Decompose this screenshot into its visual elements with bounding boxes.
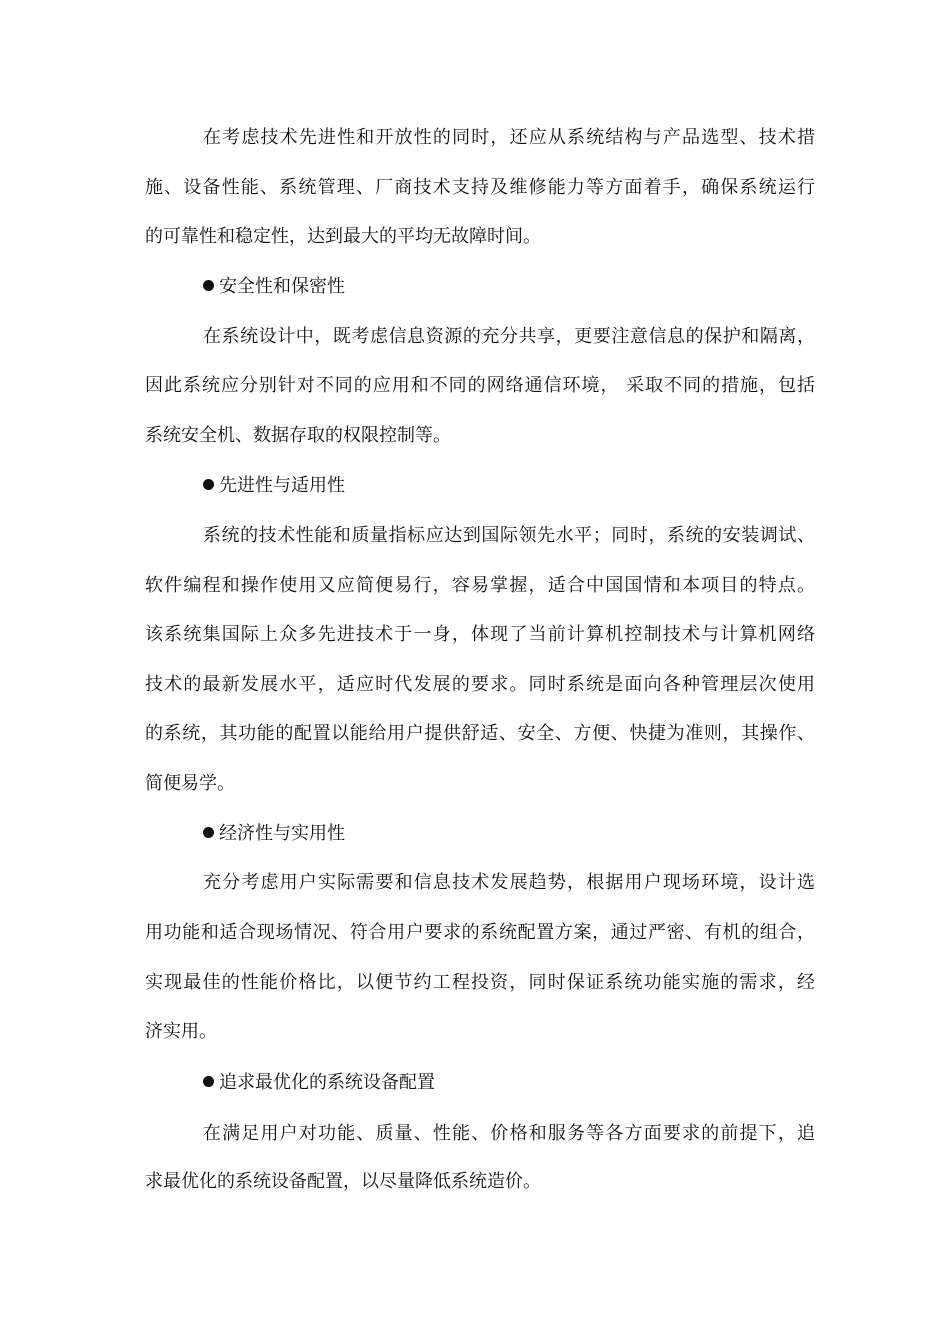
section-heading-advanced [203,474,345,498]
section-heading-optimization [203,1071,435,1095]
optimization-line-2: 求最优化的系统设备配置，以尽量降低系统造价。 [145,1171,541,1192]
economy-line-1: 充分考虑用户实际需要和信息技术发展趋势，根据用户现场环境，设计选 [203,872,815,893]
advanced-line-4: 技术的最新发展水平，适应时代发展的要求。同时系统是面向各种管理层次使用 [145,674,815,695]
section-heading-text: 安全性和保密性 [219,276,345,297]
advanced-line-2: 软件编程和操作使用又应简便易行，容易掌握，适合中国国情和本项目的特点。 [145,575,815,596]
section-heading-text: 先进性与适用性 [219,475,345,496]
section-heading-economy [203,822,345,846]
optimization-line-1: 在满足用户对功能、质量、性能、价格和服务等各方面要求的前提下，追 [203,1123,815,1144]
security-line-2: 因此系统应分别针对不同的应用和不同的网络通信环境， 采取不同的措施，包括 [145,375,815,396]
section-heading-text: 追求最优化的系统设备配置 [219,1072,435,1093]
section-heading-security [203,275,345,299]
intro-line-3: 的可靠性和稳定性，达到最大的平均无故障时间。 [145,226,541,247]
advanced-line-6: 简便易学。 [145,773,235,794]
security-line-1: 在系统设计中，既考虑信息资源的充分共享，更要注意信息的保护和隔离， [203,326,815,347]
advanced-line-5: 的系统，其功能的配置以能给用户提供舒适、安全、方便、快捷为准则，其操作、 [145,723,815,744]
intro-line-1: 在考虑技术先进性和开放性的同时，还应从系统结构与产品选型、技术措 [203,127,815,148]
bullet-icon [203,479,214,490]
bullet-icon [203,280,214,291]
advanced-line-1: 系统的技术性能和质量指标应达到国际领先水平；同时，系统的安装调试、 [203,525,815,546]
advanced-line-3: 该系统集国际上众多先进技术于一身，体现了当前计算机控制技术与计算机网络 [145,624,815,645]
bullet-icon [203,827,214,838]
intro-line-2: 施、设备性能、系统管理、厂商技术支持及维修能力等方面着手，确保系统运行 [145,177,815,198]
economy-line-2: 用功能和适合现场情况、符合用户要求的系统配置方案，通过严密、有机的组合， [145,922,815,943]
economy-line-4: 济实用。 [145,1021,217,1042]
bullet-icon [203,1076,214,1087]
economy-line-3: 实现最佳的性能价格比，以便节约工程投资，同时保证系统功能实施的需求，经 [145,972,815,993]
security-line-3: 系统安全机、数据存取的权限控制等。 [145,425,451,446]
section-heading-text: 经济性与实用性 [219,823,345,844]
